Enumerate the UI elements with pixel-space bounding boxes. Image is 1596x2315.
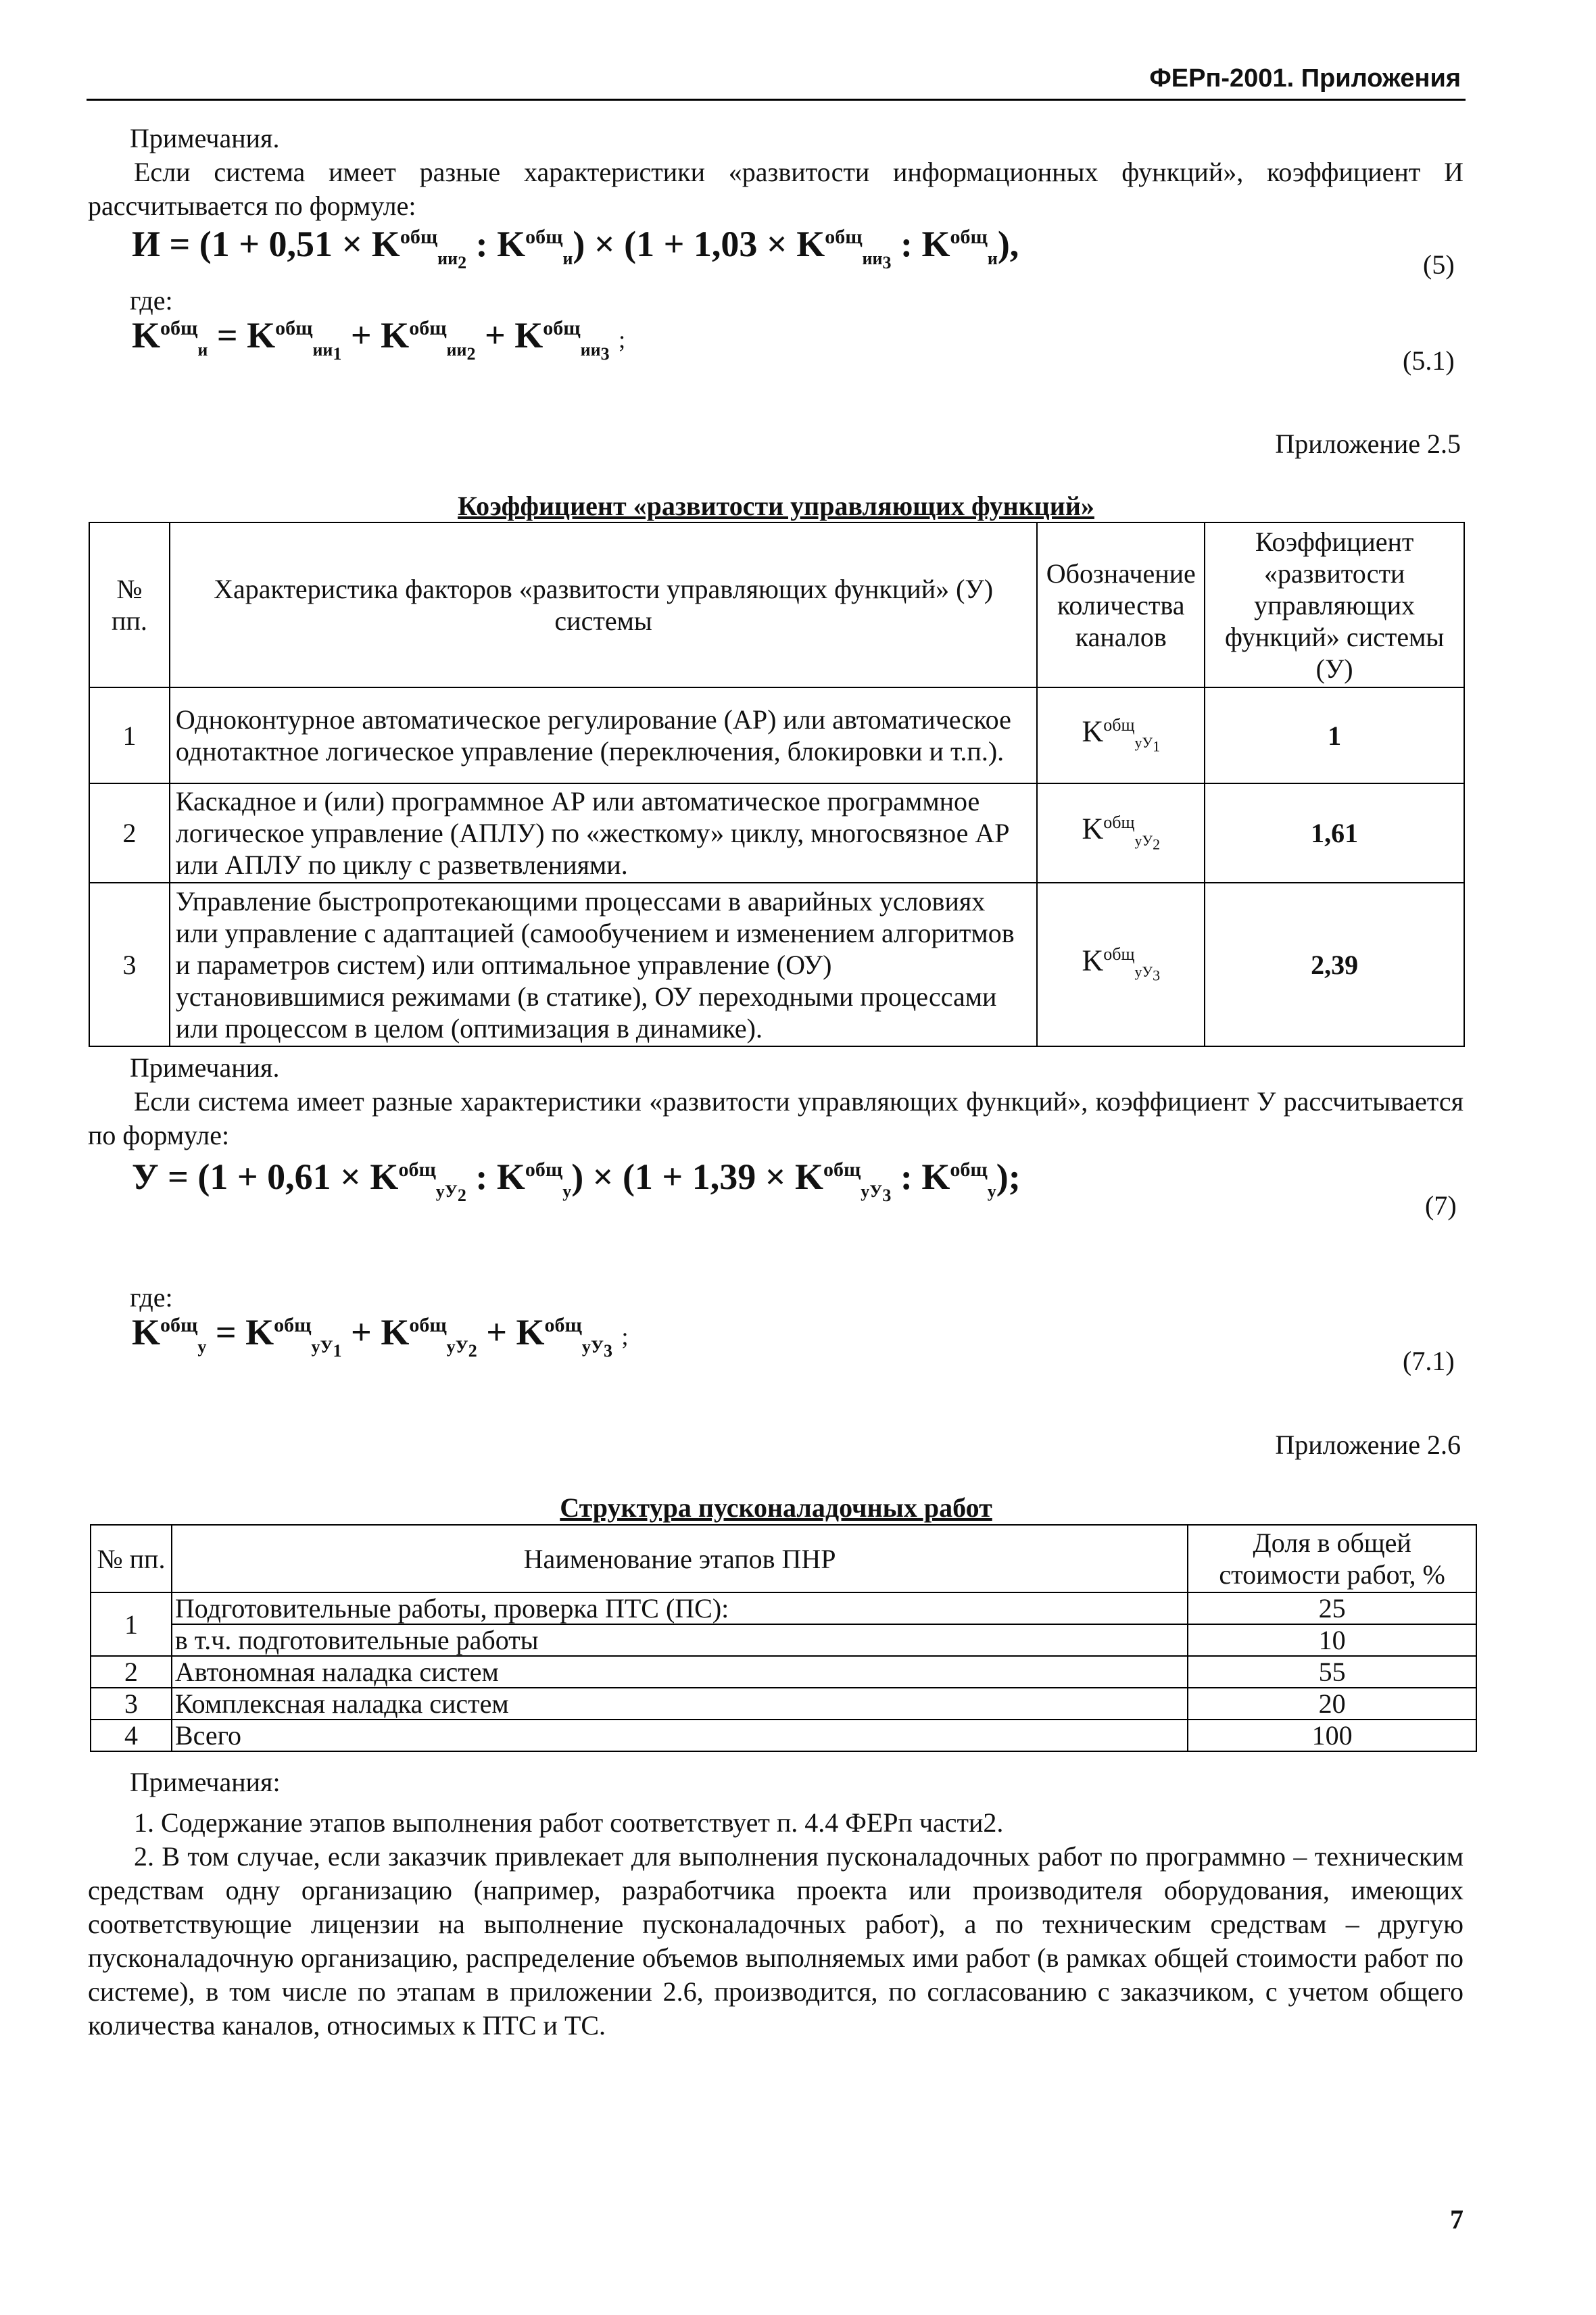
notes3-item-1: 1. Содержание этапов выполнения работ соответствует п. 4.4 ФЕРп части2.: [134, 1807, 1004, 1838]
notes1-label: Примечания.: [130, 123, 280, 153]
col-header-number: № пп.: [89, 522, 170, 687]
appendix-2-6-label: Приложение 2.6: [1275, 1430, 1461, 1460]
table-row: 4 Всего 100: [91, 1720, 1476, 1751]
formula-7-number: (7): [1425, 1190, 1457, 1221]
notes2-where: где:: [130, 1282, 173, 1313]
table-row: 2 Автономная наладка систем 55: [91, 1656, 1476, 1688]
notes2-text: Если система имеет разные характеристики «развитости управляющих функций», коэффициент У рассчитывается по формуле:: [88, 1086, 1464, 1150]
table-row: 3 Комплексная наладка систем 20: [91, 1688, 1476, 1720]
notes1-text: Если система имеет разные характеристики «развитости информационных функций», коэффициент И рассчитывается по формуле:: [88, 157, 1464, 221]
running-header: ФЕРп-2001. Приложения: [1149, 64, 1461, 93]
formula-5-number: (5): [1423, 249, 1455, 280]
table-2-6: [90, 1524, 1477, 1752]
col-header-share: Доля в общей стоимости работ, %: [1188, 1525, 1476, 1592]
notes2-label: Примечания.: [130, 1052, 280, 1083]
appendix-2-5-title: Коэффициент «развитости управляющих функций»: [458, 491, 1094, 521]
notes1-where: где:: [130, 285, 173, 316]
formula-5: $И = (1 + 0,51 \times K^{общ}_{ии_2}$ : $K^{общ}_и) \times (1 + 1,03 \times K^{общ}_{ии_3}$ : $K^{общ}_и$),: [132, 224, 1019, 272]
col-header-coefficient: Коэффициент «развитости управляющих функций» системы (У): [1205, 522, 1464, 687]
formula-5-1-number: (5.1): [1403, 345, 1455, 376]
appendix-2-6-title: Структура пусконаладочных работ: [560, 1492, 992, 1523]
table-2-5: [89, 522, 1465, 1047]
channel-symbol: $K^{общ}_{уУ_1}$: [1037, 687, 1205, 783]
formula-7-1-number: (7.1): [1403, 1346, 1455, 1376]
table-row: 3 Управление быстропротекающими процессами в аварийных условиях или управление с адаптацией (самообучением и изменением алгоритмов и параметров систем) или оптимальное управление (ОУ) установившимися режимами (в статике), ОУ переходными процессами или процессом в целом (оптимизация в динамике). $K^{общ}_{уУ_3}$ 2,39: [89, 883, 1464, 1046]
formula-5-1: $K^{общ}_и = K^{общ}_{ии_1} + K^{общ}_{ии_2} + K^{общ}_{ии_3}$ ;: [132, 315, 626, 364]
channel-symbol: $K^{общ}_{уУ_2}$: [1037, 783, 1205, 883]
col-header-number: № пп.: [91, 1525, 172, 1592]
notes3-label: Примечания:: [130, 1767, 281, 1797]
channel-symbol: $K^{общ}_{уУ_3}$: [1037, 883, 1205, 1046]
table-row: в т.ч. подготовительные работы 10: [91, 1624, 1476, 1656]
table-row: 1 Подготовительные работы, проверка ПТС (ПС): 25: [91, 1592, 1476, 1624]
col-header-characteristic: Характеристика факторов «развитости управляющих функций» (У) системы: [170, 522, 1037, 687]
formula-7: $У = (1 + 0,61 \times K^{общ}_{уУ_2}$ : $K^{общ}_у) \times (1 + 1,39 \times K^{общ}_{уУ_3}$ : $K^{общ}_у$);: [132, 1156, 1021, 1205]
page-number: 7: [1450, 2204, 1464, 2235]
col-header-symbol: Обозначение количества каналов: [1037, 522, 1205, 687]
notes3-item-2: 2. В том случае, если заказчик привлекает для выполнения пусконаладочных работ по программно – техническим средствам одну организацию (например, разработчика проекта или производителя оборудования, имеющих соответствующие лицензии на выполнение пусконаладочных работ), а по техническим средствам – другую пусконаладочную организацию, распределение объемов выполняемых ими работ (в рамках общей стоимости работ по системе), в том числе по этапам в приложении 2.6, производится, по согласованию с заказчиком, с учетом общего количества каналов, относимых к ПТС и ТС.: [88, 1841, 1464, 2041]
table-row: 2 Каскадное и (или) программное АР или автоматическое программное логическое управление (АПЛУ) по «жесткому» циклу, многосвязное АР или АПЛУ по циклу с разветвлениями. $K^{общ}_{уУ_2}$ 1,61: [89, 783, 1464, 883]
appendix-2-5-label: Приложение 2.5: [1275, 429, 1461, 459]
formula-7-1: $K^{общ}_у = K^{общ}_{уУ_1} + K^{общ}_{уУ_2} + K^{общ}_{уУ_3}$ ;: [132, 1312, 629, 1361]
table-row: 1 Одноконтурное автоматическое регулирование (АР) или автоматическое однотактное логическое управление (переключения, блокировки и т.п.). $K^{общ}_{уУ_1}$ 1: [89, 687, 1464, 783]
header-rule: [87, 99, 1466, 101]
col-header-stage: Наименование этапов ПНР: [172, 1525, 1188, 1592]
